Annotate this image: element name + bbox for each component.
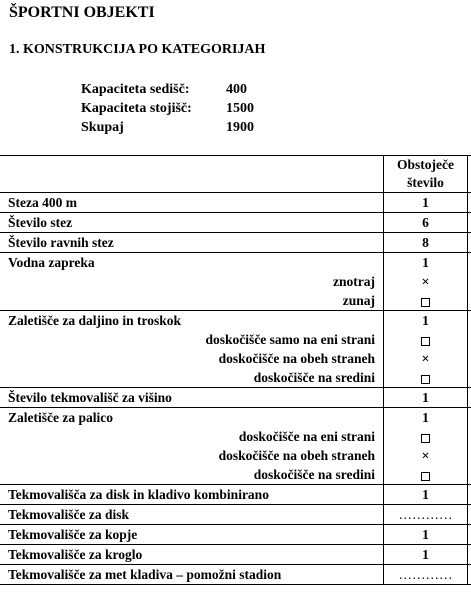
facilities-table bbox=[0, 155, 471, 585]
sub-label: doskočišče samo na eni strani bbox=[205, 332, 375, 347]
table-row bbox=[0, 253, 471, 311]
row-value: 1 bbox=[422, 487, 429, 502]
row-label: Zaletišče za palico bbox=[8, 410, 113, 425]
section-title: 1. KONSTRUKCIJA PO KATEGORIJAH bbox=[9, 42, 266, 57]
row-value: 1 bbox=[422, 410, 429, 425]
table-row bbox=[0, 525, 471, 545]
cross-mark-icon: × bbox=[421, 275, 430, 291]
checkbox-empty-icon bbox=[421, 472, 430, 481]
row-value: 8 bbox=[422, 235, 429, 250]
row-label: Zaletišče za daljino in troskok bbox=[8, 313, 182, 328]
row-value: 1 bbox=[422, 313, 429, 328]
sub-label: znotraj bbox=[333, 274, 375, 289]
row-label: Tekmovališča za disk in kladivo kombinirano bbox=[8, 487, 269, 502]
table-header-row bbox=[0, 156, 471, 193]
table-row bbox=[0, 233, 471, 253]
header-existing: Obstoječe bbox=[397, 157, 454, 172]
document-title: ŠPORTNI OBJEKTI bbox=[9, 4, 155, 21]
row-label: Število stez bbox=[8, 215, 73, 230]
row-value: 1 bbox=[422, 195, 429, 210]
row-value: 1 bbox=[422, 390, 429, 405]
sub-label: doskočišče na sredini bbox=[253, 467, 375, 482]
row-value: ………… bbox=[398, 507, 453, 522]
capacity-total-value: 1900 bbox=[226, 120, 254, 135]
capacity-seats-label: Kapaciteta sedišč: bbox=[81, 82, 190, 97]
capacity-seats-value: 400 bbox=[226, 82, 247, 97]
table-row bbox=[0, 408, 471, 485]
capacity-standing-label: Kapaciteta stojišč: bbox=[81, 101, 192, 116]
capacity-standing-value: 1500 bbox=[226, 101, 254, 116]
sub-label: doskočišče na obeh straneh bbox=[218, 448, 375, 463]
header-count: število bbox=[407, 175, 444, 190]
row-label: Tekmovališče za kroglo bbox=[8, 547, 143, 562]
sub-label: doskočišče na obeh straneh bbox=[218, 351, 375, 366]
table-row bbox=[0, 311, 471, 388]
checkbox-empty-icon bbox=[421, 434, 430, 443]
row-label: Tekmovališče za disk bbox=[8, 507, 130, 522]
row-value: 6 bbox=[422, 215, 429, 230]
row-label: Steza 400 m bbox=[8, 195, 77, 210]
row-label: Število ravnih stez bbox=[8, 235, 114, 250]
row-label: Vodna zapreka bbox=[8, 255, 95, 270]
row-label: Tekmovališče za met kladiva – pomožni stadion bbox=[8, 567, 282, 582]
sub-label: zunaj bbox=[342, 293, 375, 308]
row-label: Tekmovališče za kopje bbox=[8, 527, 138, 542]
row-value: ………… bbox=[398, 567, 453, 582]
table-row bbox=[0, 505, 471, 525]
row-value: 1 bbox=[422, 547, 429, 562]
table-row bbox=[0, 485, 471, 505]
table-row bbox=[0, 545, 471, 565]
table-row bbox=[0, 193, 471, 213]
capacity-total-label: Skupaj bbox=[81, 120, 124, 135]
row-value: 1 bbox=[422, 255, 429, 270]
table-row bbox=[0, 213, 471, 233]
table-row bbox=[0, 565, 471, 585]
sub-label: doskočišče na sredini bbox=[253, 370, 375, 385]
table-row bbox=[0, 388, 471, 408]
checkbox-empty-icon bbox=[421, 375, 430, 384]
checkbox-empty-icon bbox=[421, 337, 430, 346]
checkbox-empty-icon bbox=[421, 298, 430, 307]
row-label: Število tekmovališč za višino bbox=[8, 390, 172, 405]
sub-label: doskočišče na eni strani bbox=[238, 429, 375, 444]
row-value: 1 bbox=[422, 527, 429, 542]
cross-mark-icon: × bbox=[421, 352, 430, 368]
cross-mark-icon: × bbox=[421, 449, 430, 465]
